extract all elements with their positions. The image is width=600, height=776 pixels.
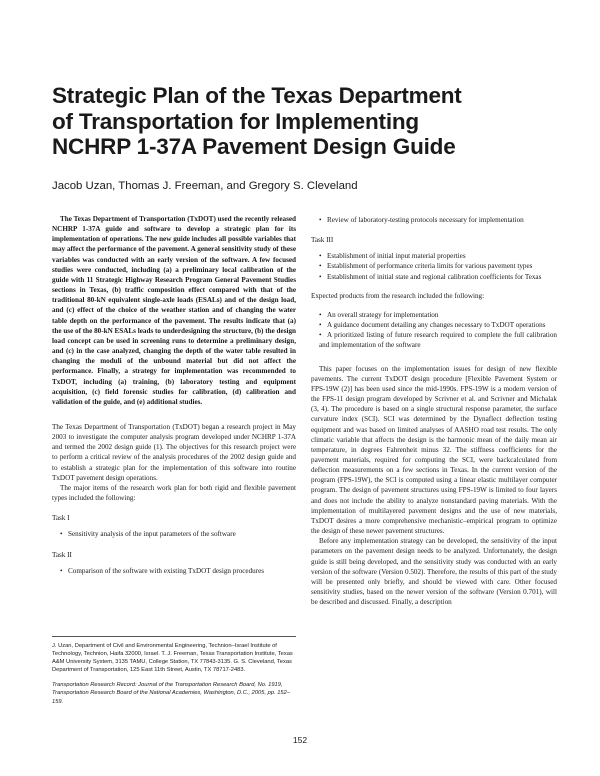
list-item: • Establishment of performance criteria limits for various pavement types (319, 262, 533, 271)
bullet-icon: • (319, 310, 322, 319)
bullet-icon: • (60, 566, 63, 575)
title-line: Strategic Plan of the Texas Department (52, 83, 462, 108)
abstract (52, 214, 296, 407)
intro-paragraph-2: The major items of the research work plan for both rigid and flexible pavement types included the following: (52, 483, 296, 503)
body-paragraph-2: Before any implementation strategy can be developed, the sensitivity of the input parameters on the pavement design needs to be analyzed. Unfortunately, the design guide is still being developed, and the sensitivity study was conducted with an early version of the software (Version 0.502). Therefore, the results of this part of the study will be presented only briefly, and should be viewed with care. Other focused sensitivity studies, based on the newer version of the software (Version 0.701), will be described and discussed. Finally, a description (311, 537, 557, 607)
footnote (52, 636, 296, 706)
body-paragraph-1: This paper focuses on the implementation issues for design of new flexible pavements. The current TxDOT design procedure [Flexible Pavement System or FPS-19W (2)] has been used since the mid-1990s. FPS-19W is a modern version of the FPS-11 design program developed by Scrivner et al. and Scrivner and Michalak (3, 4). The procedure is based on a single structural response parameter, the surface curvature index (SCI). SCI was determined by the Dynaflect deflection testing equipment and was based on limited analyses of AASHO road test results. The only climatic variable that affects the design is the harmonic mean of the daily mean air temperature, in degrees Fahrenheit minus 32. The stiffness coefficients for the pavement materials, required for computing the SCI, were backcalculated from deflection measurements on a few sections in Texas. In the current version of the program (FPS-19W), the SCI is computed using a linear elastic multilayer computer program. The design of pavement structures using FPS-19W is limited to four layers and does not include the ability to analyze nonstandard paving materials. With the implementation of multilayered pavement designs and the use of new materials, TxDOT desires a more comprehensive mechanistic–empirical program to optimize the design of these newer pavement structures. (311, 364, 557, 536)
bullet-icon: • (319, 252, 322, 261)
task-3-label: Task III (311, 236, 334, 245)
journal-citation: Transportation Research Record: Journal of the Transportation Research Board, No. 1919, Transportation Research Board of the National Academies, Washington, D.C., 2005, pp. 152–159. (52, 682, 291, 705)
bullet-icon: • (319, 331, 322, 340)
title-line: of Transportation for Implementing (52, 108, 419, 134)
author-list: Jacob Uzan, Thomas J. Freeman, and Gregory S. Cleveland (52, 180, 358, 192)
bullet-icon: • (319, 262, 322, 271)
left-column (52, 214, 296, 576)
page-number: 152 (292, 735, 308, 745)
list-item: • A prioritized listing of future research required to complete the full calibration and implementation of the software (319, 331, 557, 350)
list-item: • A guidance document detailing any changes necessary to TxDOT operations (319, 321, 546, 330)
bullet-icon: • (319, 272, 322, 281)
right-column (311, 215, 557, 607)
abstract-text: The Texas Department of Transportation (TxDOT) used the recently released NCHRP 1-37A guide and software to develop a strategic plan for its implementation of operations. The new guide includes all possible variables that may affect the performance of the pavement. A general sensitivity study of these variables was conducted with an early version of the software. A few focused studies were conducted, including (a) a preliminary local calibration of the guide with 11 Strategic Highway Research Program General Pavement Studies sections in Texas, (b) traffic composition effect compared with that of the traditional 80-kN equivalent single-axle loads (ESALs) and of the design load, and (c) effect of the choice of the weather station and of changing the water table depth on the performance of the pavement. The results indicate that (a) the use of the 80-kN ESALs leads to underdesigning the structure, (b) the design load concept can be used in screening runs to determine a preliminary design, and (c) in the case analyzed, changing the depth of the water table resulted in changing the moduli of the unbound material but did not affect the performance. Finally, a strategy for implementation was recommended to TxDOT, including (a) training, (b) laboratory testing and equipment acquisition, (c) field forensic studies for calibration, (d) calibration and validation of the guide, and (e) additional studies. (52, 215, 296, 406)
bullet-icon: • (319, 216, 322, 224)
list-item: • Sensitivity analysis of the input parameters of the software (60, 530, 236, 539)
bullet-icon: • (60, 530, 63, 539)
list-item: • Establishment of initial input material properties (319, 252, 466, 261)
introduction (52, 422, 296, 576)
task-2-label: Task II (52, 550, 72, 559)
task-1-label: Task I (52, 514, 70, 523)
expected-intro: Expected products from the research included the following: (311, 291, 485, 300)
list-item: • Comparison of the software with existing TxDOT design procedures (60, 566, 265, 575)
list-item: • Establishment of initial state and regional calibration coefficients for Texas (319, 272, 542, 281)
paper-title (52, 83, 562, 160)
author-affiliations: J. Uzan, Department of Civil and Environmental Engineering, Technion–Israel Institute of Technology, Technion, Haifa 32000, Israel. T. J. Freeman, Texas Transportation Institute, Texas A&M University System, 3135 TAMU, College Station, TX 77843-3135. G. S. Cleveland, Texas Department of Transportation, 125 East 11th Street, Austin, TX 78717-2483. (52, 643, 293, 674)
list-item: • Review of laboratory-testing protocols necessary for implementation (319, 216, 524, 224)
bullet-icon: • (319, 321, 322, 330)
title-line: NCHRP 1-37A Pavement Design Guide (52, 134, 456, 159)
intro-paragraph-1: The Texas Department of Transportation (TxDOT) began a research project in May 2003 to investigate the computer analysis program developed under NCHRP 1-37A and termed the 2002 design guide (1). The objectives for this research project were to perform a critical review of the analysis procedures of the 2002 design guide and to establish a strategic plan for the implementation of this software into routine TxDOT pavement design operations. (52, 422, 296, 482)
list-item: • An overall strategy for implementation (319, 310, 439, 319)
